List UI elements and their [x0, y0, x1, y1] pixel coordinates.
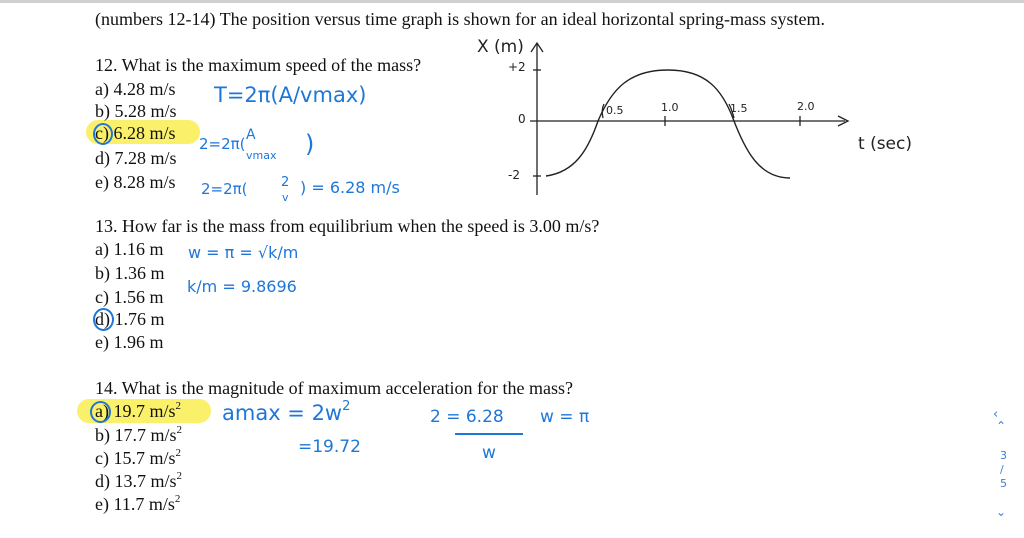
hw-q12-frac2-den: v: [282, 191, 289, 204]
page-current: 3: [1000, 449, 1007, 462]
q14-option-d: d) 13.7 $m/s^2$: [95, 470, 183, 491]
graph-x-label: t (sec): [858, 134, 912, 154]
q12-option-d: d) 7.28 m/s: [95, 148, 177, 168]
hw-q12-step3: 2=2π(: [201, 180, 248, 198]
hw-q14-fraction-bar: [455, 433, 523, 435]
page-separator: /: [1000, 463, 1004, 476]
hw-q14-amax: $amax = 2w^2$: [222, 399, 351, 425]
page-total: 5: [1000, 477, 1007, 490]
scroll-up-icon[interactable]: ⌃: [996, 419, 1007, 433]
nav-prev-icon[interactable]: ‹: [993, 407, 999, 422]
hw-q12-frac2-num: 2: [281, 175, 290, 190]
question-14: 14. What is the magnitude of maximum acceleration for the mass?: [95, 378, 574, 398]
q12-option-a: a) 4.28 m/s: [95, 79, 176, 99]
hw-q14-result: =19.72: [298, 437, 361, 457]
graph-x-tick-1-0: 1.0: [661, 101, 679, 114]
intro-text: (numbers 12-14) The position versus time graph is shown for an ideal horizontal spring-mass system.: [95, 9, 826, 29]
hw-q13-k-over-m: k/m = 9.8696: [187, 277, 297, 296]
hw-q12-frac-num: A: [246, 127, 256, 143]
hw-q14-fraction-top: 2 = 6.28: [430, 407, 504, 427]
q14-option-c: c) 15.7 $m/s^2$: [95, 447, 181, 468]
graph-y-tick-plus2: +2: [508, 60, 526, 74]
hw-q12-result: ) = 6.28 m/s: [300, 178, 400, 197]
q13-option-b: b) 1.36 m: [95, 263, 165, 283]
hw-q12-frac-den: vmax: [246, 149, 277, 162]
graph-y-tick-zero: 0: [518, 112, 526, 126]
page-navigator: [982, 405, 1018, 530]
q13-option-a: a) 1.16 m: [95, 239, 164, 259]
hw-period-formula: T=2π(A/vmax): [214, 83, 367, 107]
hw-q14-omega-pi: w = π: [540, 407, 590, 427]
q14-option-a: a) 19.7 $m/s^2$: [95, 400, 181, 421]
hw-q12-step2: 2=2π(: [199, 135, 246, 153]
question-13: 13. How far is the mass from equilibrium when the speed is 3.00 m/s?: [95, 216, 600, 236]
q13-option-c: c) 1.56 m: [95, 287, 164, 307]
graph-y-tick-minus2: -2: [508, 168, 520, 182]
question-12: 12. What is the maximum speed of the mass?: [95, 55, 422, 75]
answer-circle-13: [93, 308, 114, 331]
q12-option-c: c) 6.28 m/s: [95, 123, 176, 143]
hw-q14-fraction-bottom: w: [482, 443, 496, 463]
q14-option-b: b) 17.7 $m/s^2$: [95, 424, 183, 445]
hw-q12-paren: ): [305, 130, 315, 158]
q12-option-b: b) 5.28 m/s: [95, 101, 177, 121]
scroll-down-icon[interactable]: ⌄: [996, 505, 1007, 519]
graph-x-tick-0-5: 0.5: [606, 104, 624, 117]
q12-option-e: e) 8.28 m/s: [95, 172, 176, 192]
q14-option-e: e) 11.7 $m/s^2$: [95, 493, 181, 514]
graph-x-tick-1-5: 1.5: [730, 102, 748, 115]
graph-x-tick-2-0: 2.0: [797, 100, 815, 113]
q13-option-e: e) 1.96 m: [95, 332, 164, 352]
hw-q13-omega: w = π = √k/m: [188, 243, 299, 262]
graph-cosine-curve: [546, 70, 790, 178]
graph-y-label: X (m): [477, 37, 524, 57]
answer-circle-14: [90, 401, 111, 423]
q13-option-d: d) 1.76 m: [95, 309, 165, 329]
